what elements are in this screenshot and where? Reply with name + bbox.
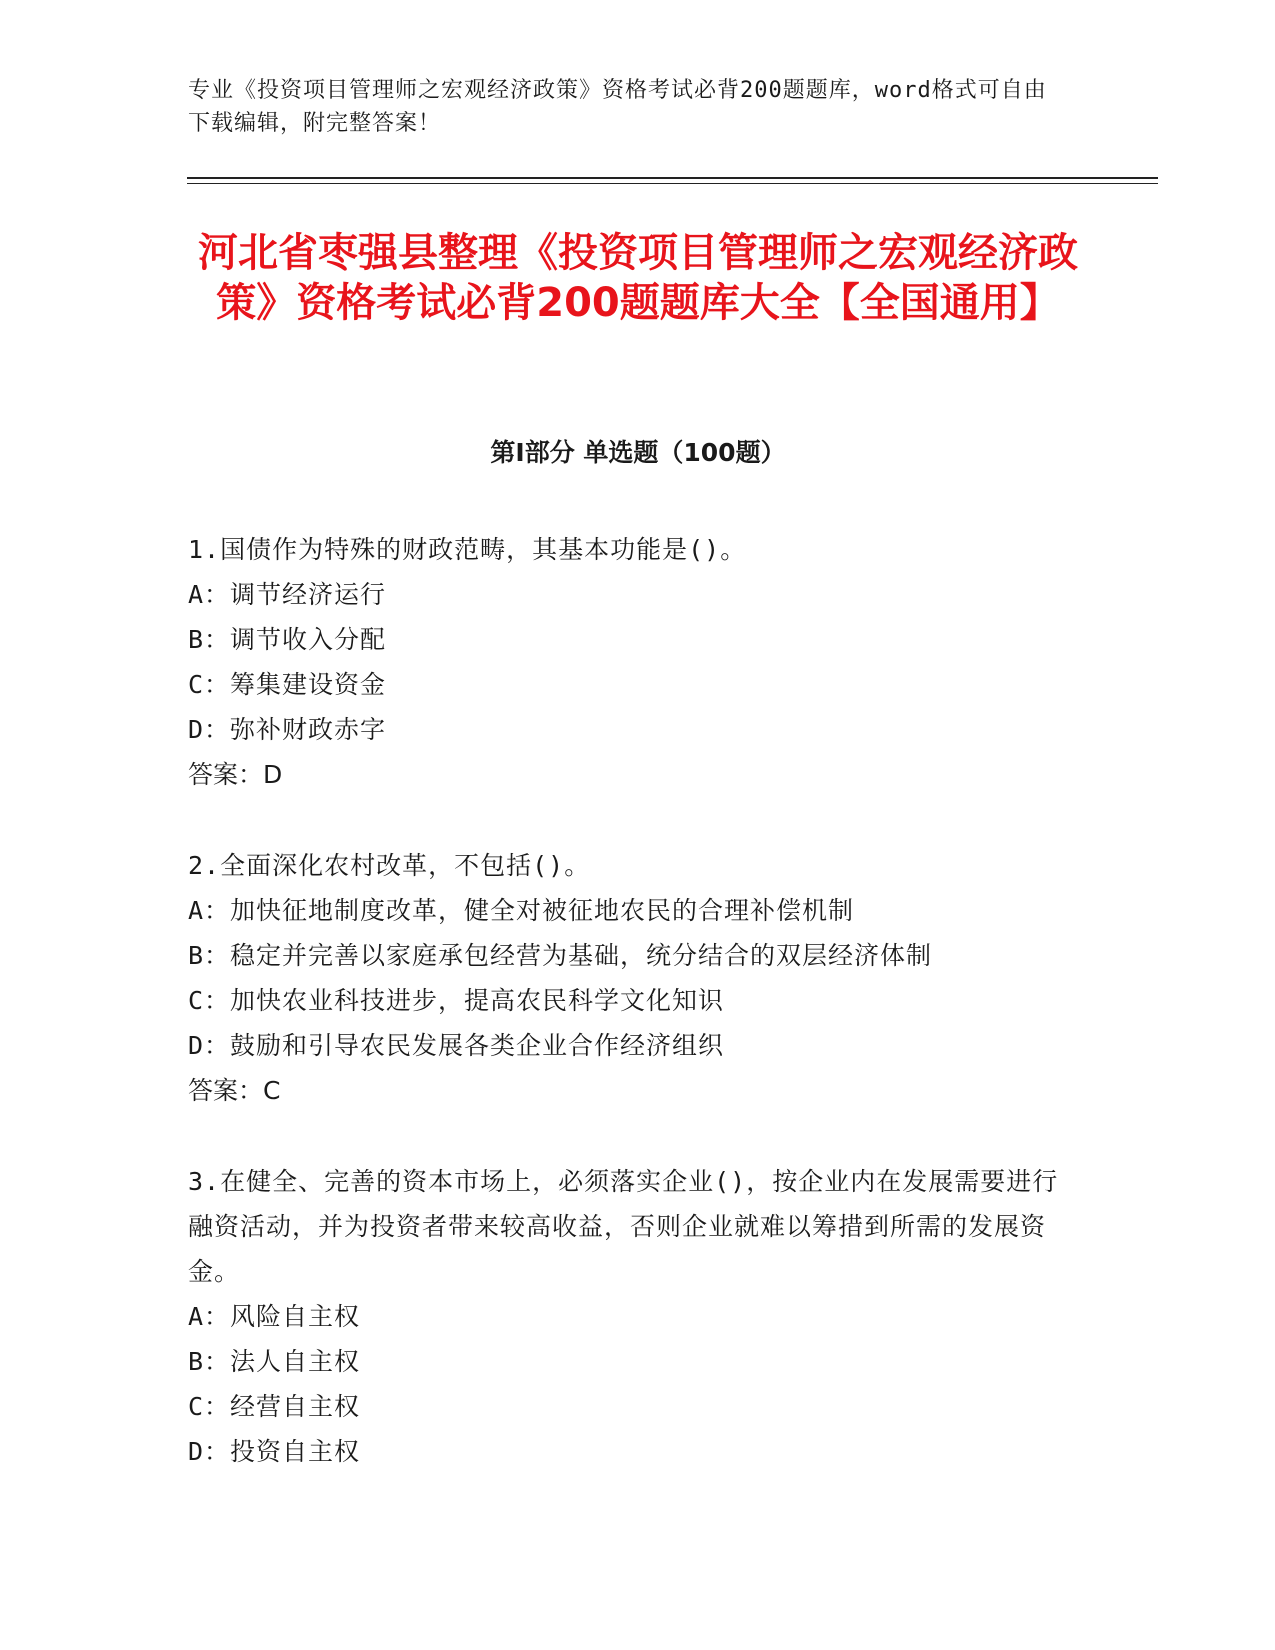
option-c: C：加快农业科技进步，提高农民科学文化知识 (188, 986, 725, 1015)
question-stem: 3.在健全、完善的资本市场上，必须落实企业()，按企业内在发展需要进行融资活动，并为投资者带来较高收益，否则企业就难以筹措到所需的发展资金。 (188, 1167, 1059, 1286)
answer: 答案：D (188, 760, 283, 789)
question-list (188, 527, 1078, 1520)
header-divider-thin (187, 183, 1158, 184)
option-a: A：风险自主权 (188, 1302, 361, 1331)
option-a: A：加快征地制度改革，健全对被征地农民的合理补偿机制 (188, 896, 855, 925)
question-stem: 2.全面深化农村改革，不包括()。 (188, 851, 591, 880)
option-b: B：法人自主权 (188, 1347, 361, 1376)
header-divider-thick (187, 177, 1158, 179)
option-d: D：弥补财政赤字 (188, 715, 387, 744)
option-d: D：投资自主权 (188, 1437, 361, 1466)
question-2 (188, 843, 1078, 1113)
document-title: 河北省枣强县整理《投资项目管理师之宏观经济政策》资格考试必背200题题库大全【全国通用】 (198, 230, 1078, 326)
question-stem: 1.国债作为特殊的财政范畴，其基本功能是()。 (188, 535, 747, 564)
section-heading: 第Ⅰ部分 单选题（100题） (490, 438, 786, 467)
option-c: C：筹集建设资金 (188, 670, 387, 699)
question-3 (188, 1159, 1078, 1474)
option-c: C：经营自主权 (188, 1392, 361, 1421)
option-d: D：鼓励和引导农民发展各类企业合作经济组织 (188, 1031, 725, 1060)
header-note: 专业《投资项目管理师之宏观经济政策》资格考试必背200题题库，word格式可自由下载编辑，附完整答案！ (188, 78, 1047, 136)
option-b: B：调节收入分配 (188, 625, 387, 654)
option-b: B：稳定并完善以家庭承包经营为基础，统分结合的双层经济体制 (188, 941, 933, 970)
question-1 (188, 527, 1078, 797)
option-a: A：调节经济运行 (188, 580, 387, 609)
answer: 答案：C (188, 1076, 281, 1105)
